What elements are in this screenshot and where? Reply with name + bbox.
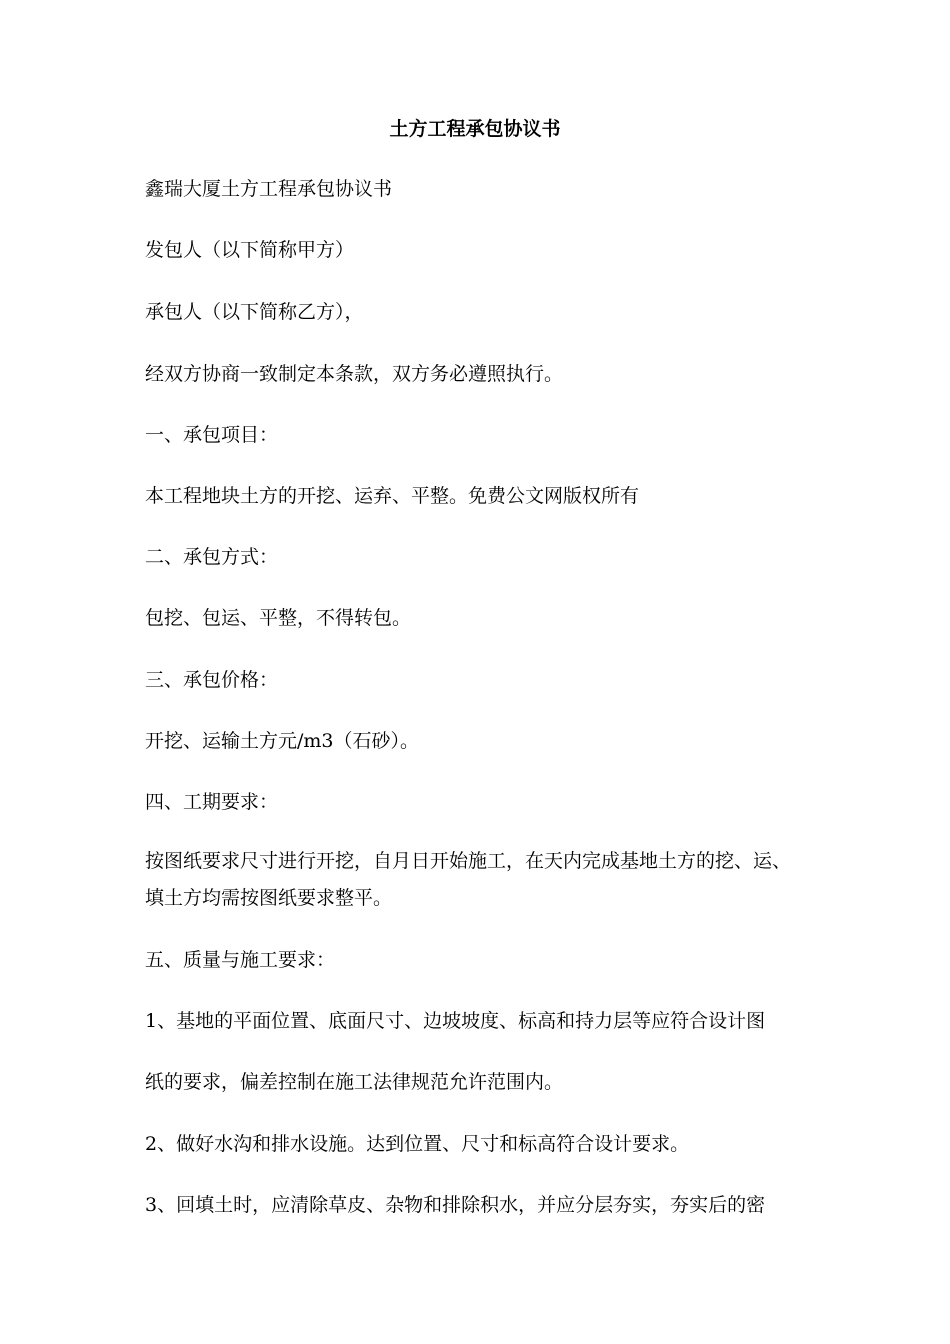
text-line: 3、回填土时，应清除草皮、杂物和排除积水，并应分层夯实，夯实后的密 [145,1194,766,1216]
text-line: 填土方均需按图纸要求整平。 [145,887,393,909]
text-line: 包挖、包运、平整，不得转包。 [145,607,412,629]
text-line: 1、基地的平面位置、底面尺寸、边坡坡度、标高和持力层等应符合设计图 [145,1010,766,1032]
section-heading: 一、承包项目： [145,424,279,446]
text-line: 2、做好水沟和排水设施。达到位置、尺寸和标高符合设计要求。 [145,1133,690,1155]
text-line: 按图纸要求尺寸进行开挖，自月日开始施工，在天内完成基地土方的挖、运、 [145,850,792,872]
text-line: 开挖、运输土方元/m3（石砂）。 [145,730,420,752]
text-line: 鑫瑞大厦土方工程承包协议书 [145,178,393,200]
text-line: 承包人（以下简称乙方）， [145,301,364,323]
text-line: 经双方协商一致制定本条款，双方务必遵照执行。 [145,363,564,385]
section-heading: 二、承包方式： [145,546,279,568]
text-line: 纸的要求，偏差控制在施工法律规范允许范围内。 [145,1071,564,1093]
document-title: 土方工程承包协议书 [389,118,561,140]
section-heading: 五、质量与施工要求： [145,949,336,971]
section-heading: 四、工期要求： [145,791,279,813]
text-line: 发包人（以下简称甲方） [145,239,355,261]
text-line: 本工程地块土方的开挖、运弃、平整。免费公文网版权所有 [145,485,640,507]
section-heading: 三、承包价格： [145,669,279,691]
